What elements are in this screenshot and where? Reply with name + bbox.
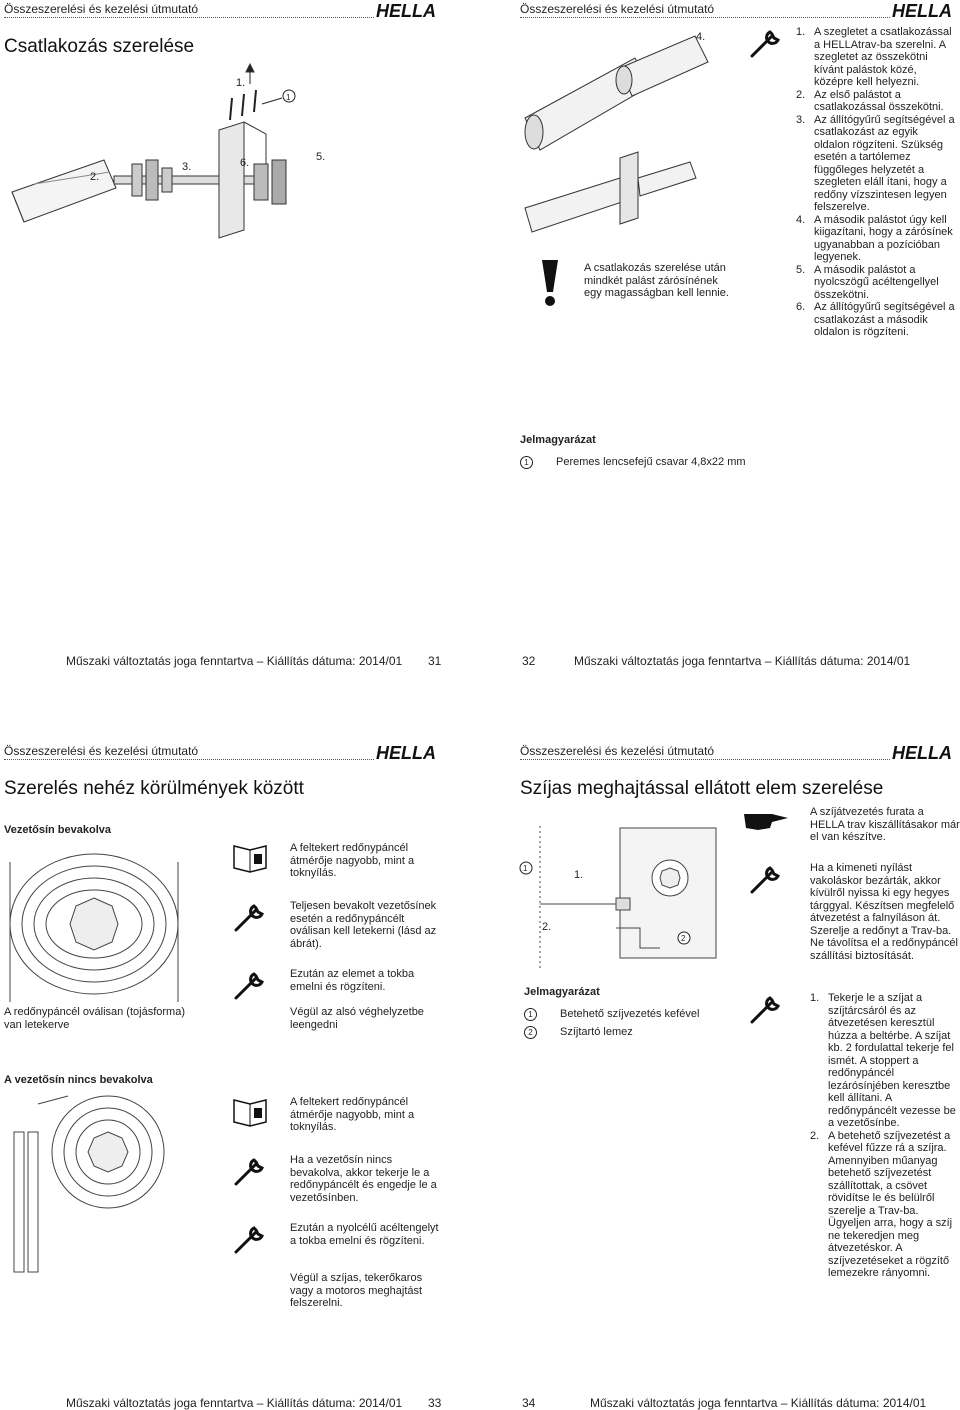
wrench-icon	[748, 862, 784, 898]
hella-logo-text: HELLA	[892, 743, 952, 763]
header-divider	[520, 759, 890, 760]
info-book-icon	[232, 842, 268, 872]
page-33	[4, 742, 444, 1410]
step-item	[796, 264, 956, 302]
footer-text: Műszaki változtatás joga fenntartva – Kiállítás dátuma: 2014/01	[574, 654, 911, 668]
step-number: 4.	[796, 213, 806, 226]
page-number: 34	[522, 1396, 536, 1410]
step-text: A betehető szíjvezetést a kefével fűzze rá a szíjra. Amennyiben műanyag betehető szíjvezetést szállítottak, a csövet rövidítse le és belülről szerelje a Trav-ba. Ügyeljen arra, hogy a szíj ne tekeredjen meg átvezetéskor. A szíjvezetéseket a rögzítő lemezekre rányomni.	[828, 1129, 953, 1279]
belt-drive-figure	[520, 818, 730, 978]
step-item	[796, 114, 956, 214]
oval-roll-caption: A redőnypáncél oválisan (tojásforma) van letekerve	[4, 1006, 185, 1031]
header-divider	[4, 17, 374, 18]
hella-logo-text: HELLA	[892, 1, 952, 21]
label-5: 5.	[316, 151, 326, 163]
step-item	[796, 89, 956, 114]
step-number: 2.	[810, 1129, 820, 1142]
legend-number: 1	[524, 1008, 537, 1021]
step-text: Az állítógyűrű segítségével a csatlakozást a második oldalon is rögzíteni.	[814, 301, 955, 338]
header-divider	[520, 17, 890, 18]
tool-text-2b: Végül az alsó véghelyzetbe leengedni	[290, 1006, 424, 1031]
page-number: 32	[522, 654, 536, 668]
tool-text-4a: Ezután a nyolcélű acéltengelyt a tokba emelni és rögzíteni.	[290, 1222, 439, 1247]
step-item	[810, 992, 960, 1130]
step-text: Az első palástot a csatlakozással összekötni.	[814, 88, 944, 113]
step-number: 6.	[796, 301, 806, 313]
hella-logo	[892, 744, 956, 762]
step-text: A második palástot úgy kell kiigazítani, hogy a zárósínek ugyanabban a pozícióban legyenek.	[814, 213, 953, 263]
step-text: Tekerje le a szíjat a szíjtárcsáról és az átvezetésen keresztül húzza a beltérbe. A szíjat kb. 2 fordulattal tekerje fel ismét. A stoppert a redőnypáncél lezárósínjében keresztbe kell állítani. A redőnypáncélt vezesse be a vezetősínbe.	[828, 992, 956, 1129]
step-item	[796, 26, 956, 89]
tool-text-4b: Végül a szíjas, tekerőkaros vagy a motoros meghajtást felszerelni.	[290, 1272, 423, 1309]
header-divider	[4, 759, 374, 760]
wrench-icon	[748, 26, 784, 62]
footer-text: Műszaki változtatás joga fenntartva – Kiállítás dátuma: 2014/01	[66, 654, 403, 668]
page-header	[520, 2, 956, 24]
header-text: Összeszerelési és kezelési útmutató	[520, 2, 715, 16]
hella-logo-text: HELLA	[376, 1, 436, 21]
belt-steps-list	[810, 992, 960, 1280]
legend-item	[524, 1008, 734, 1021]
page-number: 31	[428, 654, 442, 668]
wrench-icon	[748, 992, 784, 1028]
legend-item	[524, 1026, 734, 1039]
step-item	[810, 1130, 960, 1280]
wrench-icon	[232, 1222, 268, 1258]
wrench-icon	[232, 900, 268, 936]
assembly-steps-list	[796, 26, 956, 339]
header-text: Összeszerelési és kezelési útmutató	[520, 744, 715, 758]
wrench-icon	[232, 968, 268, 1004]
hella-logo-text: HELLA	[376, 743, 436, 763]
section-heading-plastered: Vezetősín bevakolva	[4, 824, 111, 836]
callout-1: 1	[286, 93, 291, 102]
page-title: Szíjas meghajtással ellátott elem szerelése	[520, 778, 884, 799]
info-book-icon	[232, 1096, 268, 1126]
step-number: 1.	[796, 26, 806, 38]
step-number: 5.	[796, 263, 806, 276]
step-item	[796, 214, 956, 264]
page-title: Csatlakozás szerelése	[4, 36, 195, 57]
step-number: 3.	[796, 113, 806, 126]
tool-text-3: Ha a vezetősín nincs bevakolva, akkor tekerje le a redőnypáncélt és engedje le a vezetősínben.	[290, 1154, 437, 1204]
step-text: A második palástot a nyolcszögű acéltengellyel összekötni.	[814, 263, 939, 301]
legend-number: 2	[524, 1026, 537, 1039]
page-32	[520, 0, 960, 668]
page-34	[520, 742, 960, 1410]
legend-text: Betehető szíjvezetés kefével	[560, 1008, 700, 1020]
step-number: 1.	[810, 992, 820, 1004]
tool-text: Ha a kimeneti nyílást vakoláskor bezárták, akkor kívülről nyissa ki egy hegyes tárggyal. Készítsen megfelelő átvezetést a falnyíláson át. Szerelje a redőnyt a Trav-ba. Ne távolítsa el a redőnypáncél szállítási biztosítását.	[810, 862, 958, 962]
legend-title: Jelmagyarázat	[520, 434, 596, 446]
hella-logo	[376, 744, 440, 762]
step-4-label: 4.	[696, 31, 706, 43]
info-text-2: A feltekert redőnypáncél átmérője nagyobb, mint a toknyílás.	[290, 1096, 415, 1133]
legend-text: Peremes lencsefejű csavar 4,8x22 mm	[556, 456, 746, 468]
second-shell-figure	[520, 28, 720, 238]
step-number: 2.	[796, 88, 806, 101]
page-number: 33	[428, 1396, 442, 1410]
page-31	[4, 0, 444, 668]
pointing-hand-icon	[742, 806, 790, 834]
header-text: Összeszerelési és kezelési útmutató	[4, 2, 199, 16]
step-1-label: 1.	[574, 869, 584, 881]
step-item	[796, 301, 956, 339]
info-text-1: A feltekert redőnypáncél átmérője nagyobb, mint a toknyílás.	[290, 842, 415, 879]
step-2-label: 2.	[542, 921, 552, 933]
legend-number: 1	[520, 456, 533, 469]
step-text: A szegletet a csatlakozással a HELLAtrav-ba szerelni. A szegletet az összekötni kívánt palástok közé, középre kell helyezni.	[814, 26, 952, 88]
footer-text: Műszaki változtatás joga fenntartva – Kiállítás dátuma: 2014/01	[66, 1396, 403, 1410]
label-6: 6.	[240, 157, 250, 169]
warning-exclamation-icon	[536, 258, 564, 308]
page-header	[4, 744, 440, 766]
hint-text: A szíjátvezetés furata a HELLA trav kiszállításakor már el van készítve.	[810, 806, 960, 843]
footer-text: Műszaki változtatás joga fenntartva – Kiállítás dátuma: 2014/01	[590, 1396, 927, 1410]
callout-1: 1	[523, 864, 528, 873]
wrench-icon	[232, 1154, 268, 1190]
hella-logo	[376, 2, 440, 20]
legend-item	[520, 456, 820, 469]
label-1: 1.	[236, 77, 246, 89]
callout-2: 2	[681, 934, 686, 943]
page-title: Szerelés nehéz körülmények között	[4, 778, 304, 799]
oval-roll-figure	[4, 842, 184, 1002]
hella-logo	[892, 2, 956, 20]
tool-text-1: Teljesen bevakolt vezetősínek esetén a redőnypáncélt oválisan kell letekerni (lásd az ábrát).	[290, 900, 437, 950]
page-header	[4, 2, 440, 24]
page-header	[520, 744, 956, 766]
step-text: Az állítógyűrű segítségével a csatlakozást az egyik oldalon rögzíteni. Szükség esetén a tartólemez függőleges helyzetét a szegleten eláll ítani, hogy a redőny vízszintesen legyen felszerelve.	[814, 113, 955, 213]
legend-title: Jelmagyarázat	[524, 986, 600, 998]
section-heading-not-plastered: A vezetősín nincs bevakolva	[4, 1074, 153, 1086]
free-roll-figure	[8, 1092, 188, 1272]
connection-assembly-figure	[4, 60, 324, 250]
warning-text: A csatlakozás szerelése után mindkét palást zárósínének egy magasságban kell lennie.	[584, 262, 729, 299]
label-2: 2.	[90, 171, 100, 183]
tool-text-2a: Ezután az elemet a tokba emelni és rögzíteni.	[290, 968, 415, 993]
legend-text: Szíjtartó lemez	[560, 1026, 633, 1038]
label-3: 3.	[182, 161, 192, 173]
header-text: Összeszerelési és kezelési útmutató	[4, 744, 199, 758]
